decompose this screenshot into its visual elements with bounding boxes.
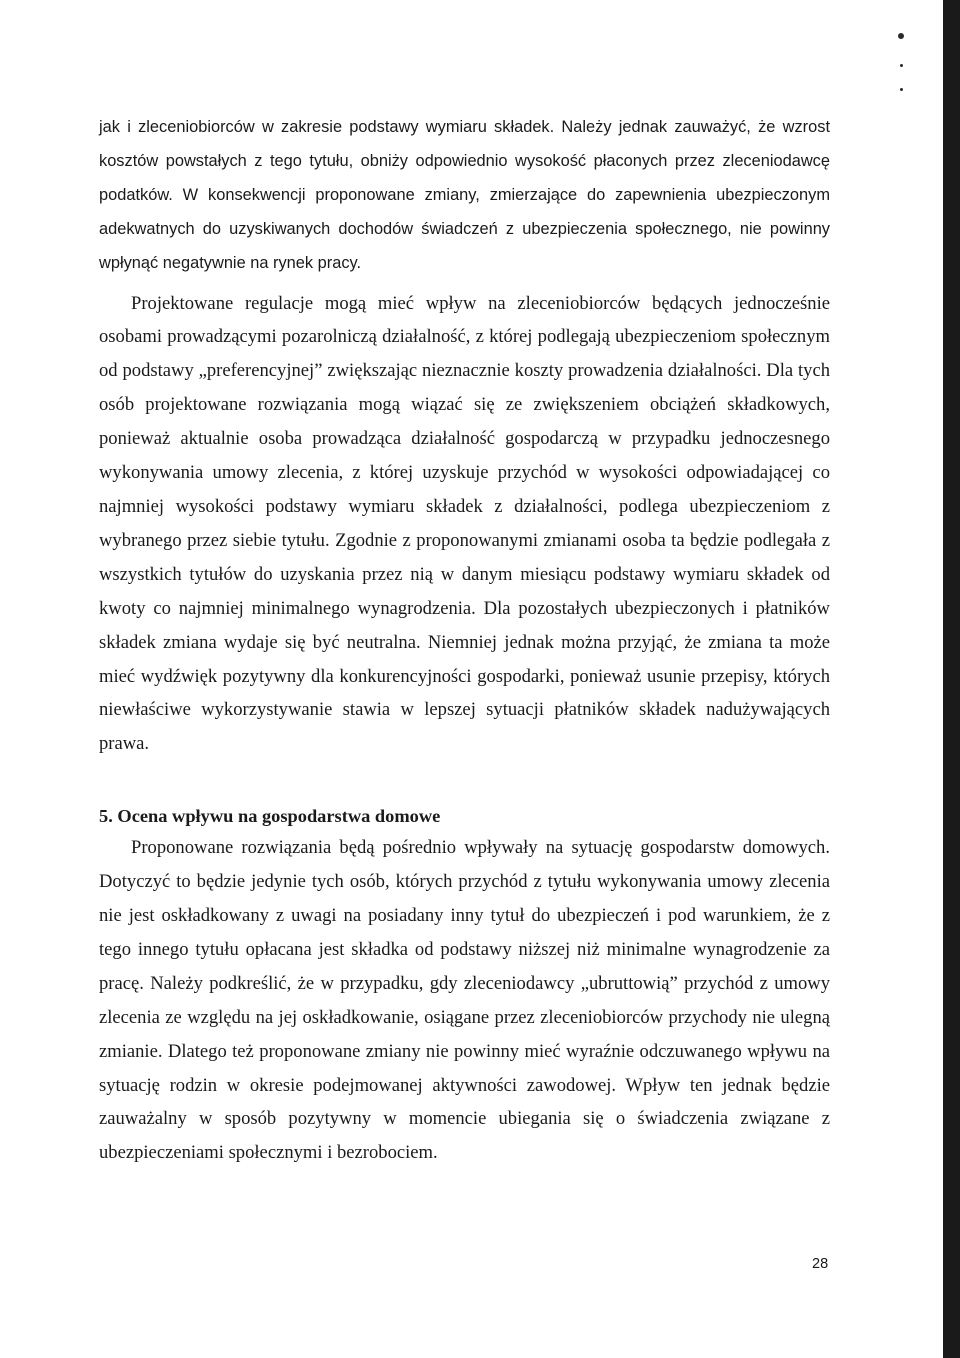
scan-mark-middle <box>900 64 903 67</box>
page-number: 28 <box>812 1256 829 1272</box>
section-heading: 5. Ocena wpływu na gospodarstwa domowe <box>99 806 441 827</box>
scan-mark-top <box>898 33 904 39</box>
scan-mark-bottom <box>900 88 903 91</box>
paragraph-2: Projektowane regulacje mogą mieć wpływ na zleceniobiorców będących jednocześnie osobami prowadzącymi pozarolniczą działalność, z której podlegają ubezpieczeniom społecznym od podstawy „preferencyjnej” zwiększając nieznacznie koszty prowadzenia działalności. Dla tych osób projektowane rozwiązania mogą wiązać się ze zwiększeniem obciążeń składkowych, ponieważ aktualnie osoba prowadząca działalność gospodarczą w przypadku jednoczesnego wykonywania umowy zlecenia, z której uzyskuje przychód w wysokości odpowiadającej co najmniej wysokości podstawy wymiaru składek z działalności, podlega ubezpieczeniom z wybranego przez siebie tytułu. Zgodnie z proponowanymi zmianami osoba ta będzie podlegała z wszystkich tytułów do uzyskania przez nią w danym miesiącu podstawy wymiaru składek od kwoty co najmniej minimalnego wynagrodzenia. Dla pozostałych ubezpieczonych i płatników składek zmiana wydaje się być neutralna. Niemniej jednak można przyjąć, że zmiana ta może mieć wydźwięk pozytywny dla konkurencyjności gospodarki, ponieważ usunie przepisy, których niewłaściwe wykorzystywanie stawia w lepszej sytuacji płatników składek nadużywających prawa. <box>99 292 830 755</box>
page-body <box>99 111 830 1170</box>
section-paragraph: Proponowane rozwiązania będą pośrednio wpływały na sytuację gospodarstw domowych. Dotyczyć to będzie jedynie tych osób, których przychód z tytułu wykonywania umowy zlecenia nie jest oskładkowany z uwagi na posiadany inny tytuł do ubezpieczeń i pod warunkiem, że z tego innego tytułu opłacana jest składka od podstawy niższej niż minimalne wynagrodzenie za pracę. Należy podkreślić, że w przypadku, gdy zleceniodawcy „ubruttowią” przychód z umowy zlecenia ze względu na jej oskładkowanie, osiągane przez zleceniobiorców przychody nie ulegną zmianie. Dlatego też proponowane zmiany nie powinny mieć wyraźnie odczuwanego wpływu na sytuację rodzin w okresie podejmowanej aktywności zawodowej. Wpływ ten jednak będzie zauważalny w sposób pozytywny w momencie ubiegania się o świadczenia związane z ubezpieczeniami społecznymi i bezrobociem. <box>99 837 830 1164</box>
paragraph-1: jak i zleceniobiorców w zakresie podstawy wymiaru składek. Należy jednak zauważyć, że wzrost kosztów powstałych z tego tytułu, obniży odpowiednio wysokość płaconych przez zleceniodawcę podatków. W konsekwencji proponowane zmiany, zmierzające do zapewnienia ubezpieczonym adekwatnych do uzyskiwanych dochodów świadczeń z ubezpieczenia społecznego, nie powinny wpłynąć negatywnie na rynek pracy. <box>99 118 830 272</box>
scan-edge <box>943 0 960 1358</box>
